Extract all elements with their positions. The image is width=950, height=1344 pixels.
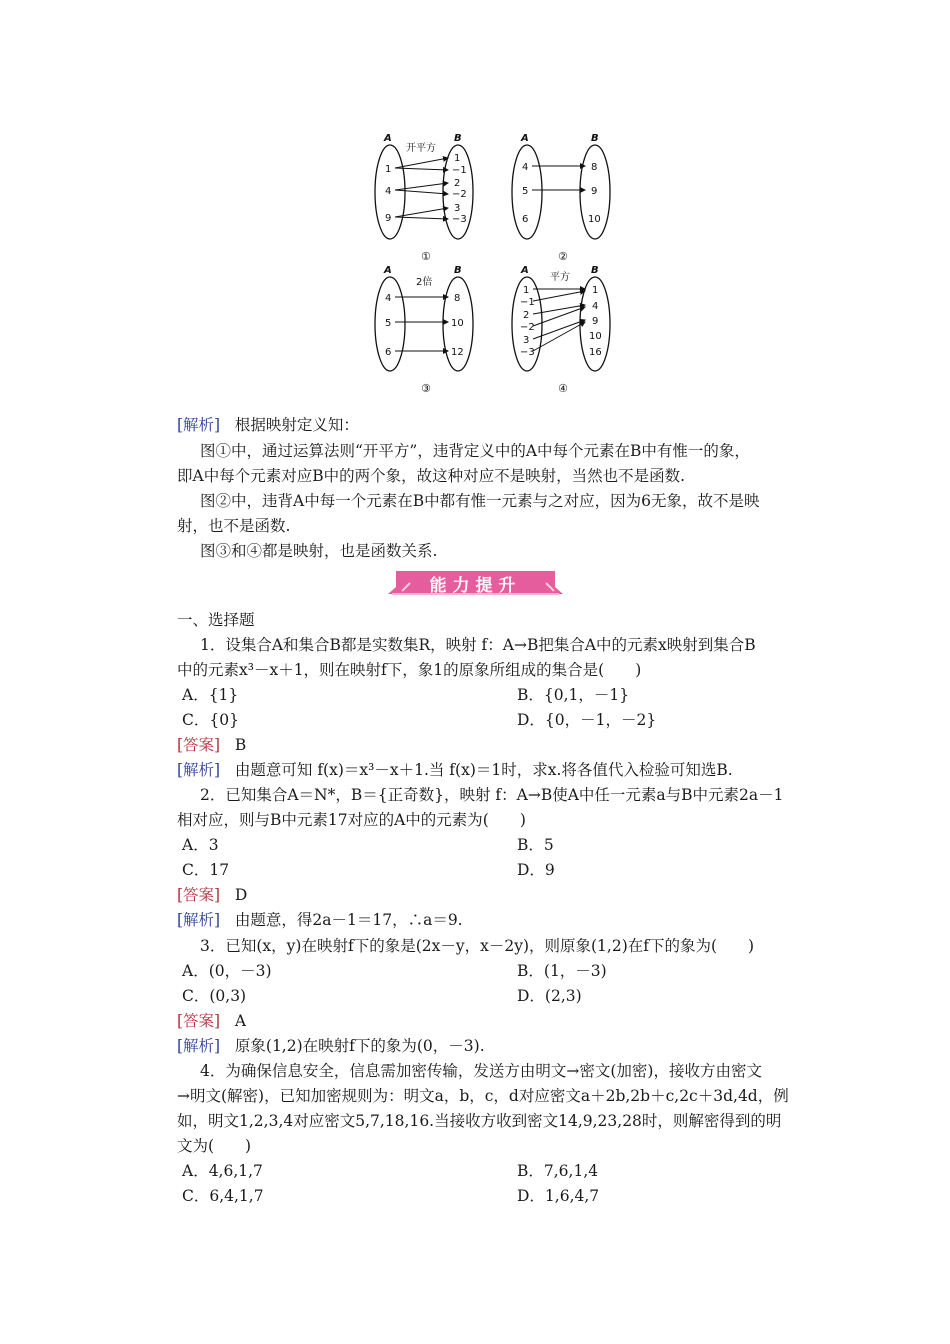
analysis-intro	[177, 413, 359, 438]
analysis-line: 图③和④都是映射，也是函数关系.	[200, 542, 438, 560]
a-item: 4	[385, 293, 392, 304]
analysis-text: 由题意，得2a－1＝17，∴a＝9.	[234, 911, 463, 929]
b-item: 16	[589, 347, 602, 358]
a-item: 4	[385, 186, 392, 197]
option-d: D．1,6,4,7	[517, 1187, 600, 1205]
answer-row	[177, 733, 246, 758]
a-item: 9	[385, 213, 392, 224]
analysis-tag: [解析]	[177, 416, 221, 434]
b-item: −2	[452, 189, 467, 200]
option-b: B．7,6,1,4	[517, 1162, 599, 1180]
analysis-line: 图②中，违背A中每一个元素在B中都有惟一元素与之对应，因为6无象，故不是映	[200, 492, 760, 510]
answer-row	[177, 883, 247, 908]
section-title: 一、选择题	[177, 611, 255, 629]
b-item: 10	[451, 318, 464, 329]
figure-3	[368, 262, 483, 401]
analysis-intro-text: 根据映射定义知：	[234, 416, 359, 434]
a-item: 4	[522, 162, 529, 173]
option-b: B．{0,1，－1}	[517, 686, 630, 704]
figure-1	[368, 130, 483, 269]
analysis-row	[177, 758, 733, 783]
option-d: D．{0，－1，－2}	[517, 711, 657, 729]
b-item: 3	[454, 203, 461, 214]
a-item: 2	[523, 310, 530, 321]
set-b-label: B	[591, 133, 599, 144]
b-item: 8	[591, 162, 598, 173]
option-d: D．9	[517, 861, 555, 879]
option-c: C．6,4,1,7	[182, 1187, 264, 1205]
option-c: C．(0,3)	[182, 987, 247, 1005]
question-4-line: 如，明文1,2,3,4对应密文5,7,18,16.当接收方收到密文14,9,23,28时，则解密得到的明	[177, 1112, 782, 1130]
figure-4	[505, 262, 620, 401]
analysis-row	[177, 1034, 485, 1059]
figure-caption: ①	[421, 250, 431, 263]
option-d: D．(2,3)	[517, 987, 582, 1005]
b-item: 4	[592, 301, 599, 312]
analysis-row	[177, 908, 463, 933]
analysis-line: 即A中每个元素对应B中的两个象，故这种对应不是映射，当然也不是函数.	[177, 467, 686, 485]
option-b: B．(1，－3)	[517, 962, 607, 980]
answer-tag: [答案]	[177, 886, 221, 904]
figure-2	[505, 130, 620, 269]
option-a: A．4,6,1,7	[182, 1162, 263, 1180]
analysis-text: 由题意可知 f(x)＝x³－x＋1.当 f(x)＝1时，求x.将各值代入检验可知选B.	[234, 761, 733, 779]
mapping-rule: 平方	[550, 272, 570, 283]
set-b-label: B	[454, 265, 462, 276]
a-item: 1	[523, 285, 530, 296]
a-item: 1	[385, 164, 392, 175]
option-a: A．3	[182, 836, 219, 854]
option-a: A．{1}	[182, 686, 239, 704]
answer-value: A	[234, 1012, 247, 1030]
set-a-label: A	[521, 133, 529, 144]
question-2-line: 相对应，则与B中元素17对应的A中的元素为( )	[177, 811, 526, 829]
set-b-label: B	[591, 265, 599, 276]
option-b: B．5	[517, 836, 554, 854]
b-item: 9	[591, 186, 598, 197]
b-item: −3	[452, 214, 467, 225]
b-item: 8	[454, 293, 461, 304]
a-item: −3	[520, 347, 535, 358]
a-item: 5	[385, 318, 392, 329]
question-2-line: 2．已知集合A＝N*，B＝{正奇数}，映射 f：A→B使A中任一元素a与B中元素2a－1	[200, 786, 784, 804]
mapping-rule: 2倍	[416, 277, 433, 288]
b-item: 10	[589, 331, 602, 342]
figure-caption: ②	[558, 250, 568, 263]
option-c: C．{0}	[182, 711, 239, 729]
analysis-text: 原象(1,2)在映射f下的象为(0，－3).	[234, 1037, 485, 1055]
b-item: 9	[592, 316, 599, 327]
a-item: −2	[520, 322, 535, 333]
a-item: 6	[385, 347, 392, 358]
question-1-line: 中的元素x³－x＋1，则在映射f下，象1的原象所组成的集合是( )	[177, 661, 642, 679]
analysis-line: 图①中，通过运算法则“开平方”，违背定义中的A中每个元素在B中有惟一的象，	[200, 442, 750, 460]
figure-caption: ④	[558, 382, 568, 395]
b-item: 1	[592, 285, 599, 296]
question-4-line: 文为( )	[177, 1137, 252, 1155]
analysis-tag: [解析]	[177, 911, 221, 929]
section-banner	[388, 567, 563, 597]
answer-tag: [答案]	[177, 736, 221, 754]
question-3-line: 3．已知(x，y)在映射f下的象是(2x－y，x－2y)，则原象(1,2)在f下的象为( )	[200, 937, 755, 955]
question-1-line: 1．设集合A和集合B都是实数集R，映射 f：A→B把集合A中的元素x映射到集合B	[200, 636, 756, 654]
answer-value: B	[234, 736, 247, 754]
b-item: 10	[588, 214, 601, 225]
banner-title: 能力提升	[429, 576, 522, 596]
a-item: 3	[523, 335, 530, 346]
set-a-label: A	[384, 133, 392, 144]
option-a: A．(0，－3)	[182, 962, 272, 980]
b-item: 12	[451, 347, 464, 358]
analysis-tag: [解析]	[177, 1037, 221, 1055]
option-c: C．17	[182, 861, 230, 879]
set-a-label: A	[521, 265, 529, 276]
mapping-rule: 开平方	[406, 143, 436, 154]
b-item: 2	[454, 178, 461, 189]
question-4-line: 4．为确保信息安全，信息需加密传输，发送方由明文→密文(加密)，接收方由密文	[200, 1062, 762, 1080]
set-b-label: B	[454, 133, 462, 144]
answer-row	[177, 1009, 246, 1034]
set-a-label: A	[384, 265, 392, 276]
b-item: −1	[452, 165, 467, 176]
answer-tag: [答案]	[177, 1012, 221, 1030]
figure-caption: ③	[421, 382, 431, 395]
a-item: 5	[522, 186, 529, 197]
a-item: −1	[520, 297, 535, 308]
analysis-tag: [解析]	[177, 761, 221, 779]
a-item: 6	[522, 214, 529, 225]
question-4-line: →明文(解密)，已知加密规则为：明文a，b，c，d对应密文a＋2b,2b＋c,2c＋3d,4d，例	[177, 1087, 789, 1105]
b-item: 1	[454, 153, 461, 164]
answer-value: D	[234, 886, 248, 904]
analysis-line: 射，也不是函数.	[177, 517, 291, 535]
